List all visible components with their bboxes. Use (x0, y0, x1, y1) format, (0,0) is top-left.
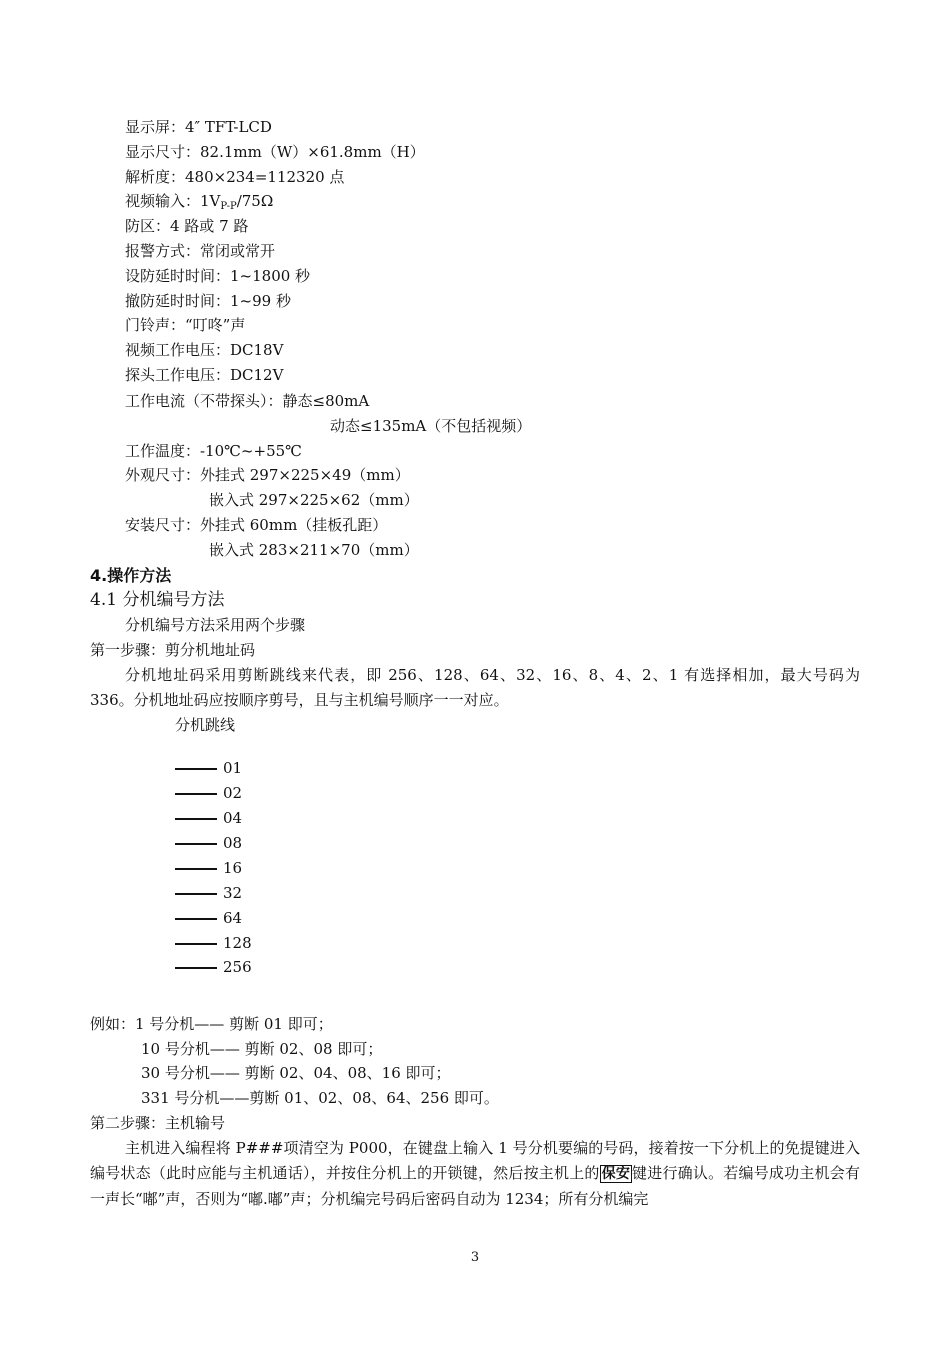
step2-text-b: 键进行确认。若编号成功主机会有一声长“嘟”声，否则为“嘟.嘟”声；分机编完号码后密码自动为 1234；所有分机编完 (90, 1164, 860, 1208)
spec-dimension-wall: 外观尺寸：外挂式 297×225×49（mm） (125, 466, 410, 484)
spec-size: 显示尺寸：82.1mm（W）×61.8mm（H） (125, 143, 425, 161)
jumper-label: 08 (223, 834, 243, 852)
jumper-wire (175, 943, 217, 945)
spec-arm-delay: 设防延时时间：1~1800 秒 (125, 267, 311, 285)
jumper-label: 01 (223, 759, 243, 777)
spec-dimension-embed: 嵌入式 297×225×62（mm） (209, 491, 419, 509)
step2-paragraph (90, 1136, 860, 1212)
spec-doorbell: 门铃声：“叮咚”声 (125, 316, 246, 334)
jumper-wire (175, 893, 217, 895)
page-number: 3 (470, 1250, 480, 1265)
spec-install-embed: 嵌入式 283×211×70（mm） (209, 541, 419, 559)
jumper-label: 64 (223, 909, 243, 927)
spec-disarm-delay: 撤防延时时间：1~99 秒 (125, 292, 291, 310)
security-key: 保安 (601, 1166, 631, 1182)
spec-probe-voltage: 探头工作电压：DC12V (125, 366, 284, 384)
spec-video-voltage: 视频工作电压：DC18V (125, 341, 284, 359)
jumper-label: 32 (223, 884, 243, 902)
step2-text-a: 主机进入编程将 P###项清空为 P000，在键盘上输入 1 号分机要编的号码，接着按一下分机上的免提键进入编号状态（此时应能与主机通话），并按住分机上的开锁键，然后按主机上的 (90, 1139, 860, 1182)
jumper-title: 分机跳线 (175, 716, 236, 734)
jumper-line (175, 883, 242, 903)
jumper-line (175, 808, 242, 828)
spec-alarm-mode: 报警方式：常闭或常开 (125, 242, 276, 260)
jumper-wire (175, 818, 217, 820)
method-intro: 分机编号方法采用两个步骤 (125, 616, 306, 634)
spec-current-dynamic: 动态≤135mA（不包括视频） (330, 417, 532, 435)
jumper-line (175, 783, 242, 803)
jumper-line (175, 758, 242, 778)
step1-title: 第一步骤：剪分机地址码 (90, 641, 256, 659)
video-input-subscript: P-P (220, 201, 237, 212)
jumper-wire (175, 843, 217, 845)
jumper-wire (175, 793, 217, 795)
jumper-label: 256 (223, 958, 252, 976)
spec-install-wall: 安装尺寸：外挂式 60mm（挂板孔距） (125, 516, 388, 534)
jumper-label: 02 (223, 784, 243, 802)
section-heading: 4.操作方法 (90, 566, 172, 585)
step2-title: 第二步骤：主机输号 (90, 1114, 226, 1132)
jumper-label: 128 (223, 934, 252, 952)
spec-video-input (125, 191, 273, 217)
jumper-wire (175, 918, 217, 920)
video-input-suffix: /75Ω (236, 192, 274, 210)
example-1: 例如：1 号分机—— 剪断 01 即可； (90, 1015, 333, 1033)
spec-resolution: 解析度：480×234=112320 点 (125, 168, 345, 186)
step1-paragraph: 分机地址码采用剪断跳线来代表，即 256、128、64、32、16、8、4、2、1 有选择相加，最大号码为 336。分机地址码应按顺序剪号，且与主机编号顺序一一对应。 (90, 666, 860, 709)
spec-zones: 防区：4 路或 7 路 (125, 217, 249, 235)
jumper-wire (175, 868, 217, 870)
spec-display: 显示屏：4″ TFT-LCD (125, 118, 272, 136)
spec-current-static: 工作电流（不带探头）：静态≤80mA (125, 392, 370, 410)
jumper-line (175, 908, 242, 928)
jumper-line (175, 858, 242, 878)
video-input-prefix: 视频输入：1V (125, 192, 221, 210)
example-10: 10 号分机—— 剪断 02、08 即可； (141, 1040, 383, 1058)
jumper-line (175, 957, 252, 977)
spec-temperature: 工作温度：-10℃~+55℃ (125, 442, 302, 460)
jumper-wire (175, 967, 217, 969)
example-30: 30 号分机—— 剪断 02、04、08、16 即可； (141, 1064, 451, 1082)
example-331: 331 号分机——剪断 01、02、08、64、256 即可。 (141, 1089, 499, 1107)
jumper-line (175, 833, 242, 853)
jumper-wire (175, 768, 217, 770)
jumper-label: 04 (223, 809, 243, 827)
jumper-label: 16 (223, 859, 243, 877)
jumper-line (175, 933, 252, 953)
subsection-heading: 4.1 分机编号方法 (90, 590, 225, 610)
